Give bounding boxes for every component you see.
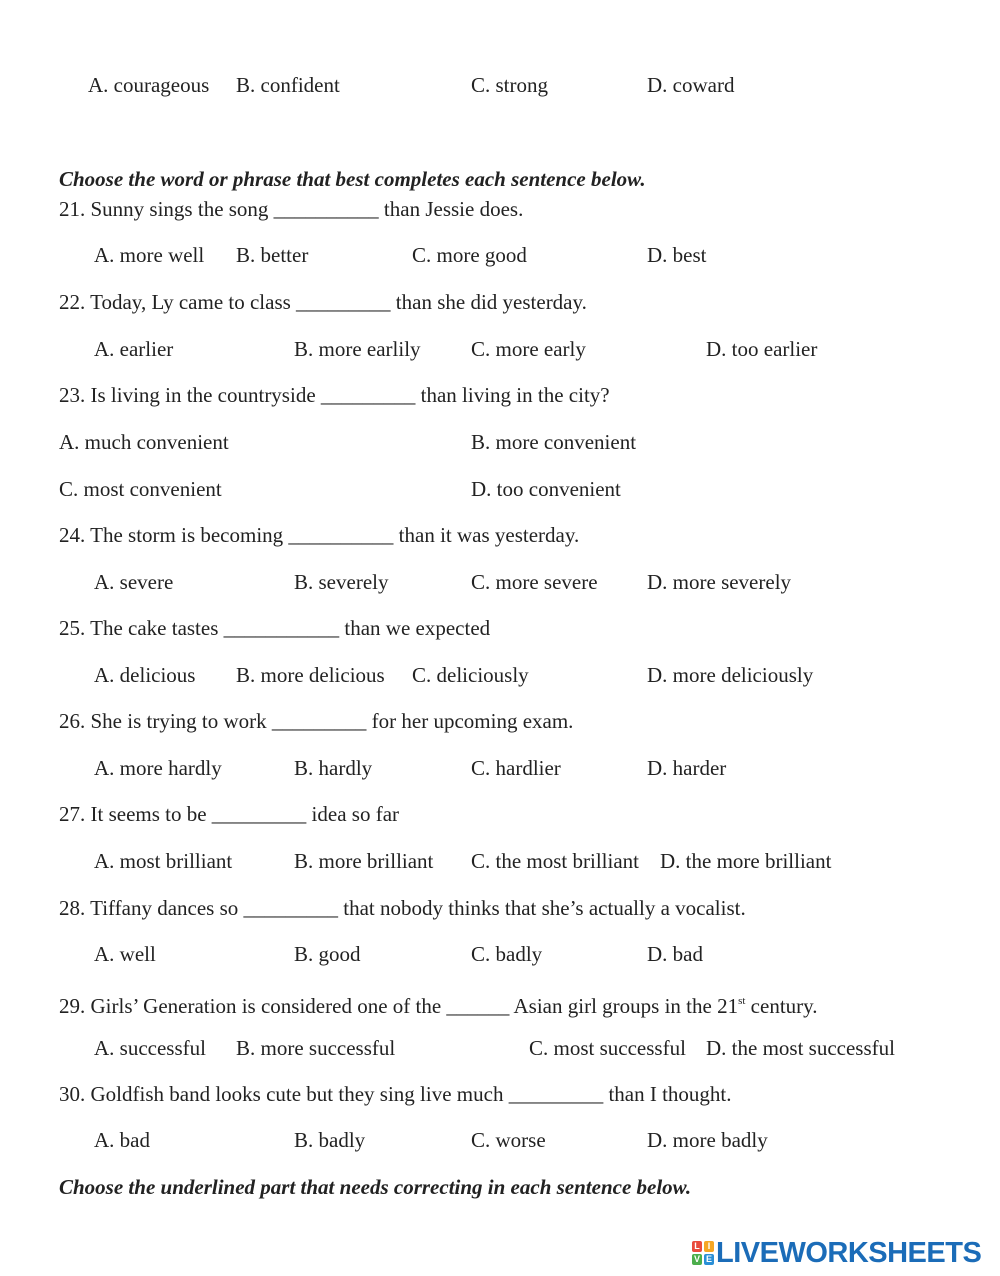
q30-option-d: D. more badly [647, 1128, 768, 1152]
q24-option-a: A. severe [94, 570, 174, 594]
liveworksheets-logo [692, 1236, 981, 1270]
q25-option-d: D. more deliciously [647, 663, 814, 687]
q23-option-a: A. much convenient [59, 430, 229, 454]
q30-option-c: C. worse [471, 1128, 546, 1152]
q22-option-b: B. more earlily [294, 337, 421, 361]
q26-option-c: C. hardlier [471, 756, 561, 780]
q21-option-d: D. best [647, 243, 707, 267]
q22-option-a: A. earlier [94, 337, 174, 361]
q20-option-a: A. courageous [88, 73, 210, 97]
q26-option-d: D. harder [647, 756, 727, 780]
question-22: 22. Today, Ly came to class _________ than she did yesterday. [59, 290, 587, 314]
q27-option-a: A. most brilliant [94, 849, 233, 873]
q27-option-d: D. the more brilliant [660, 849, 832, 873]
question-29-superscript: st [738, 995, 746, 1007]
question-30: 30. Goldfish band looks cute but they sing live much _________ than I thought. [59, 1082, 732, 1106]
q24-option-b: B. severely [294, 570, 389, 594]
q26-option-a: A. more hardly [94, 756, 222, 780]
q29-option-c: C. most successful [529, 1036, 686, 1060]
question-28: 28. Tiffany dances so _________ that nobody thinks that she’s actually a vocalist. [59, 896, 746, 920]
q29-option-b: B. more successful [236, 1036, 396, 1060]
q28-option-b: B. good [294, 942, 361, 966]
q25-option-a: A. delicious [94, 663, 196, 687]
q20-option-b: B. confident [236, 73, 340, 97]
q23-option-b: B. more convenient [471, 430, 637, 454]
q21-option-b: B. better [236, 243, 309, 267]
question-29-text: 29. Girls’ Generation is considered one of the ______ Asian girl groups in the 21 [59, 994, 739, 1018]
question-23: 23. Is living in the countryside _________ than living in the city? [59, 383, 610, 407]
q23-option-c: C. most convenient [59, 477, 222, 501]
q21-option-c: C. more good [412, 243, 527, 267]
q20-option-d: D. coward [647, 73, 735, 97]
q25-option-c: C. deliciously [412, 663, 529, 687]
q20-option-c: C. strong [471, 73, 549, 97]
q28-option-c: C. badly [471, 942, 543, 966]
liveworksheets-icon: L I V E [693, 1241, 712, 1264]
liveworksheets-wordmark: LIVEWORKSHEETS [716, 1236, 982, 1269]
q26-option-b: B. hardly [294, 756, 373, 780]
q30-option-b: B. badly [294, 1128, 366, 1152]
q21-option-a: A. more well [94, 243, 205, 267]
q30-option-a: A. bad [94, 1128, 150, 1152]
q24-option-d: D. more severely [647, 570, 792, 594]
question-29 [59, 988, 818, 1019]
question-29-text-end: century. [745, 994, 818, 1018]
q25-option-b: B. more delicious [236, 663, 385, 687]
q29-option-d: D. the most successful [706, 1036, 895, 1060]
q28-option-d: D. bad [647, 942, 703, 966]
q24-option-c: C. more severe [471, 570, 598, 594]
section-heading-word-choice: Choose the word or phrase that best completes each sentence below. [59, 167, 646, 191]
q27-option-b: B. more brilliant [294, 849, 434, 873]
question-26: 26. She is trying to work _________ for her upcoming exam. [59, 709, 574, 733]
question-27: 27. It seems to be _________ idea so far [59, 802, 400, 826]
q23-option-d: D. too convenient [471, 477, 621, 501]
q29-option-a: A. successful [94, 1036, 206, 1060]
q22-option-c: C. more early [471, 337, 586, 361]
question-21: 21. Sunny sings the song __________ than Jessie does. [59, 197, 524, 221]
q28-option-a: A. well [94, 942, 156, 966]
q27-option-c: C. the most brilliant [471, 849, 639, 873]
question-24: 24. The storm is becoming __________ than it was yesterday. [59, 523, 580, 547]
section-heading-error-correction: Choose the underlined part that needs correcting in each sentence below. [59, 1175, 692, 1199]
question-25: 25. The cake tastes ___________ than we expected [59, 616, 491, 640]
q22-option-d: D. too earlier [706, 337, 818, 361]
